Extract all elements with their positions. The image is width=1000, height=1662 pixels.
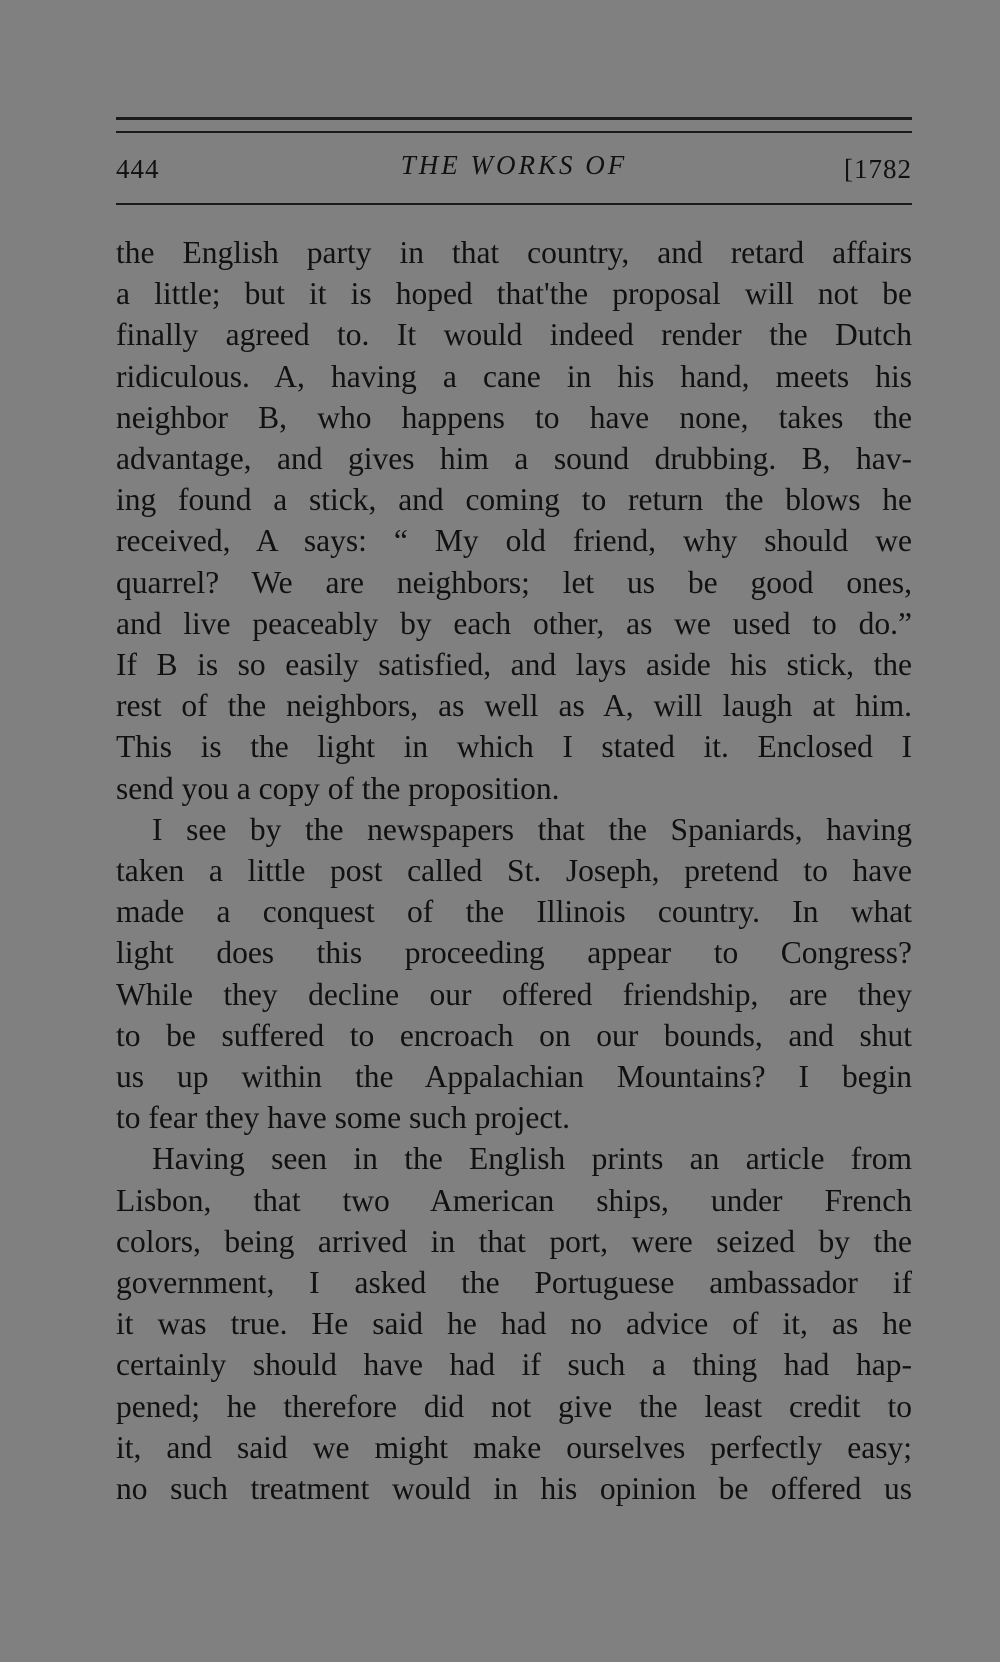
text-line: to fear they have some such project. [116, 1100, 570, 1136]
text-line: quarrel? We are neighbors; let us be good ones, [116, 564, 912, 600]
text-line: If B is so easily satisfied, and lays aside his stick, the [116, 647, 912, 683]
text-line: certainly should have had if such a thing had hap- [116, 1347, 912, 1383]
text-line: taken a little post called St. Joseph, pretend to have [116, 853, 912, 889]
header-rule [116, 203, 912, 205]
running-head [116, 150, 912, 190]
text-line: Lisbon, that two American ships, under French [116, 1182, 912, 1218]
page-number: 444 [116, 154, 160, 184]
year-marker: [1782 [844, 154, 912, 184]
text-line: send you a copy of the proposition. [116, 770, 560, 806]
paragraph [116, 809, 912, 1139]
text-line: colors, being arrived in that port, were seized by the [116, 1223, 912, 1259]
body-text [116, 232, 912, 1509]
text-line: received, A says: “ My old friend, why should we [116, 523, 912, 559]
paragraph [116, 232, 912, 809]
text-line: I see by the newspapers that the Spaniards, having [152, 811, 912, 847]
top-rule [116, 117, 912, 120]
text-line: pened; he therefore did not give the least credit to [116, 1388, 912, 1424]
text-line: neighbor B, who happens to have none, takes the [116, 399, 912, 435]
text-line: no such treatment would in his opinion be offered us [116, 1471, 912, 1507]
text-line: This is the light in which I stated it. Enclosed I [116, 729, 912, 765]
text-line: light does this proceeding appear to Congress? [116, 935, 912, 971]
running-title: THE WORKS OF [400, 150, 628, 180]
text-line: made a conquest of the Illinois country. In what [116, 894, 912, 930]
text-line: ing found a stick, and coming to return the blows he [116, 482, 912, 518]
text-line: ridiculous. A, having a cane in his hand, meets his [116, 358, 912, 394]
text-line: advantage, and gives him a sound drubbing. B, hav- [116, 441, 912, 477]
text-line: us up within the Appalachian Mountains? I begin [116, 1059, 912, 1095]
text-line: it, and said we might make ourselves perfectly easy; [116, 1429, 912, 1465]
paragraph [116, 1138, 912, 1509]
text-line: government, I asked the Portuguese ambassador if [116, 1265, 912, 1301]
text-line: rest of the neighbors, as well as A, will laugh at him. [116, 688, 912, 724]
text-line: finally agreed to. It would indeed render the Dutch [116, 317, 912, 353]
top-rule-thin [116, 131, 912, 133]
text-line: a little; but it is hoped that'the proposal will not be [116, 276, 912, 312]
text-line: While they decline our offered friendship, are they [116, 976, 912, 1012]
text-line: it was true. He said he had no advice of it, as he [116, 1306, 912, 1342]
text-line: and live peaceably by each other, as we used to do.” [116, 605, 912, 641]
text-line: to be suffered to encroach on our bounds, and shut [116, 1017, 912, 1053]
text-line: the English party in that country, and retard affairs [116, 235, 912, 270]
text-line: Having seen in the English prints an article from [152, 1141, 912, 1177]
